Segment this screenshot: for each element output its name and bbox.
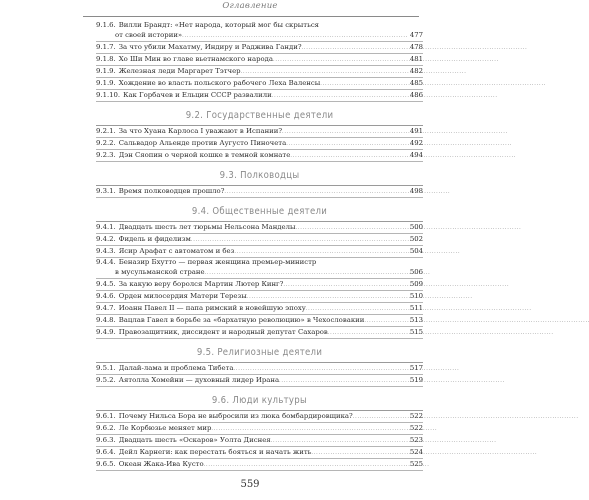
entry-page: 506: [409, 267, 423, 276]
entry-page: 500: [409, 223, 423, 231]
entry-title: Океан Жака-Ива Кусто: [118, 460, 204, 468]
entry-title-continued: в мусульманской стране: [115, 267, 205, 276]
entry-page: 478: [409, 43, 423, 51]
page-number: 559: [240, 479, 260, 490]
toc-entry[interactable]: [96, 459, 423, 470]
entry-page: 502: [409, 235, 423, 243]
toc-entry[interactable]: [96, 279, 423, 290]
entry-number: 9.2.3.: [96, 151, 116, 159]
toc-entry[interactable]: [96, 90, 423, 101]
entry-page: 509: [409, 280, 423, 288]
toc-entry[interactable]: [96, 138, 423, 149]
entry-page: 477: [409, 30, 423, 39]
divider: [96, 338, 423, 339]
entry-page: 513: [409, 316, 423, 324]
dot-leader: [320, 78, 409, 89]
entry-page: 515: [409, 328, 423, 336]
entry-title: За какую веру боролся Мартин Лютер Кинг?: [118, 280, 284, 288]
entry-number: 9.1.10.: [96, 91, 121, 99]
entry-page: 504: [409, 247, 423, 255]
divider: [96, 161, 423, 162]
entry-page: 486: [409, 91, 423, 99]
dot-leader: [328, 327, 409, 338]
dot-leader: [290, 150, 409, 161]
entry-number: 9.1.8.: [96, 55, 116, 63]
entry-number: 9.6.4.: [96, 448, 116, 456]
entry-title: Далай-лама и проблема Тибета: [118, 364, 234, 372]
section-heading: 9.5. Религиозные деятели: [196, 347, 323, 358]
entry-number: 9.4.1.: [96, 223, 116, 231]
toc-entry[interactable]: [96, 42, 423, 53]
entry-number: 9.3.1.: [96, 187, 116, 195]
dot-leader: [295, 222, 408, 233]
entry-number: 9.4.5.: [96, 280, 116, 288]
entry-title: Иоанн Павел II — папа римский в новейшую эпоху: [118, 304, 306, 312]
entry-title: Дейл Карнеги: как перестать бояться и начать жить: [118, 448, 312, 456]
toc-entry[interactable]: [96, 66, 423, 77]
section-heading: 9.4. Общественные деятели: [191, 206, 328, 217]
divider: [96, 386, 423, 387]
header-rule: [83, 16, 419, 17]
entry-number: 9.4.6.: [96, 292, 116, 300]
toc-entry[interactable]: [96, 54, 423, 65]
entry-title: Хождение во власть польского рабочего Леха Валенсы: [118, 79, 321, 87]
entry-page: 510: [409, 292, 423, 300]
toc-entry[interactable]: [96, 186, 423, 197]
entry-number: 9.5.1.: [96, 364, 116, 372]
toc-entry[interactable]: [96, 21, 423, 41]
entry-title: Двадцать шесть «Оскаров» Уолта Диснея: [118, 436, 271, 444]
entry-number: 9.4.2.: [96, 235, 116, 243]
entry-page: 511: [409, 304, 423, 312]
entry-title: Вилли Брандт: «Нет народа, который мог бы скрыться: [118, 21, 320, 29]
entry-title: Время полководцев прошло?: [118, 187, 225, 195]
dot-leader: [273, 54, 409, 65]
dot-leader: [364, 315, 409, 326]
entry-number: 9.2.2.: [96, 139, 116, 147]
entry-page: 498: [409, 187, 423, 195]
entry-number: 9.2.1.: [96, 127, 116, 135]
dot-leader: [191, 234, 409, 245]
entry-title: Почему Нильса Бора не выбросили из люка бомбардировщика?: [118, 412, 353, 420]
entry-number: 9.4.9.: [96, 328, 116, 336]
toc-entry[interactable]: [96, 234, 423, 245]
dot-leader: [204, 459, 409, 470]
toc-entry[interactable]: [96, 363, 423, 374]
entry-page: 517: [409, 364, 423, 372]
entry-title: Правозащитник, диссидент и народный депутат Сахаров: [118, 328, 328, 336]
dot-leader: [234, 246, 409, 257]
entry-number: 9.1.6.: [96, 21, 116, 29]
entry-number: 9.1.9.: [96, 79, 116, 87]
dot-leader: [353, 411, 409, 422]
entry-page: 522: [409, 412, 423, 420]
entry-title: Хо Ши Мин во главе вьетнамского народа: [118, 55, 273, 63]
toc-entry[interactable]: [96, 78, 423, 89]
entry-number: 9.4.7.: [96, 304, 116, 312]
entry-number: 9.6.5.: [96, 460, 116, 468]
section-heading: 9.3. Полководцы: [219, 170, 300, 181]
section-heading: 9.6. Люди культуры: [211, 395, 308, 406]
entry-number: 9.1.7.: [96, 43, 116, 51]
entry-number: 9.4.8.: [96, 316, 116, 324]
toc-entry[interactable]: [96, 315, 423, 326]
entry-number: 9.6.2.: [96, 424, 116, 432]
dot-leader: [182, 31, 409, 42]
entry-number: 9.5.2.: [96, 376, 116, 384]
entry-title: Орден милосердия Матери Терезы: [118, 292, 247, 300]
entry-number: 9.6.1.: [96, 412, 116, 420]
entry-number: 9.1.9.: [96, 67, 116, 75]
dot-leader: [311, 447, 408, 458]
dot-leader: [286, 138, 409, 149]
toc-entry[interactable]: [96, 447, 423, 458]
toc-entry[interactable]: [96, 222, 423, 233]
entry-title: Как Горбачев и Ельцин СССР развалили: [123, 91, 272, 99]
divider: [96, 101, 423, 102]
toc-entry[interactable]: [96, 291, 423, 302]
dot-leader: [224, 186, 408, 197]
entry-page: 485: [409, 79, 423, 87]
toc-entry[interactable]: [96, 150, 423, 161]
dot-leader: [279, 375, 409, 386]
entry-page: 491: [409, 127, 423, 135]
dot-leader: [241, 66, 409, 77]
entry-title: Ясир Арафат с автоматом и без: [118, 247, 235, 255]
dot-leader: [271, 435, 409, 446]
toc-entry[interactable]: [96, 303, 423, 314]
entry-title: За что убили Махатму, Индиру и Раджива Ганди?: [118, 43, 302, 51]
toc-entry[interactable]: [96, 375, 423, 386]
running-head: Оглавление: [222, 1, 278, 11]
entry-page: 519: [409, 376, 423, 384]
toc-entry[interactable]: [96, 411, 423, 422]
entry-title: Дэн Сяопин о черной кошке в темной комнате: [118, 151, 291, 159]
entry-title: Ле Корбюзье меняет мир: [118, 424, 212, 432]
entry-page: 482: [409, 67, 423, 75]
table-of-contents: [96, 21, 423, 471]
toc-entry[interactable]: [96, 327, 423, 338]
entry-number: 9.6.3.: [96, 436, 116, 444]
dot-leader: [211, 423, 408, 434]
entry-title: Беназир Бхутто — первая женщина премьер-министр: [118, 258, 317, 266]
entry-page: 481: [409, 55, 423, 63]
entry-number: 9.4.4.: [96, 258, 116, 266]
entry-title: Аятолла Хомейни — духовный лидер Ирана: [118, 376, 280, 384]
entry-page: 494: [409, 151, 423, 159]
entry-title: За что Хуана Карлоса I уважают в Испании?: [118, 127, 283, 135]
entry-page: 523: [409, 436, 423, 444]
toc-entry[interactable]: [96, 423, 423, 434]
dot-leader: [247, 291, 409, 302]
dot-leader: [306, 303, 409, 314]
toc-entry[interactable]: [96, 435, 423, 446]
entry-number: 9.4.3.: [96, 247, 116, 255]
entry-page: 525: [409, 460, 423, 468]
dot-leader: [272, 90, 409, 101]
dot-leader: [302, 42, 409, 53]
dot-leader: [283, 279, 408, 290]
toc-entry[interactable]: [96, 258, 423, 278]
entry-title: Фидель и фиделизм: [118, 235, 191, 243]
entry-page: 524: [409, 448, 423, 456]
entry-title: Вацлав Гавел в борьбе за «бархатную революцию» в Чехословакии: [118, 316, 365, 324]
divider: [96, 470, 423, 471]
dot-leader: [282, 126, 409, 137]
entry-page: 492: [409, 139, 423, 147]
entry-page: 522: [409, 424, 423, 432]
dot-leader: [205, 268, 409, 279]
toc-entry[interactable]: [96, 126, 423, 137]
entry-title-continued: от своей истории»: [115, 30, 183, 39]
entry-title: Сальвадор Альенде против Аугусто Пиночета: [118, 139, 287, 147]
section-heading: 9.2. Государственные деятели: [185, 110, 334, 121]
dot-leader: [234, 363, 409, 374]
entry-title: Двадцать шесть лет тюрьмы Нельсона Манделы: [118, 223, 296, 231]
entry-title: Железная леди Маргарет Тэтчер: [118, 67, 241, 75]
divider: [96, 197, 423, 198]
toc-entry[interactable]: [96, 246, 423, 257]
